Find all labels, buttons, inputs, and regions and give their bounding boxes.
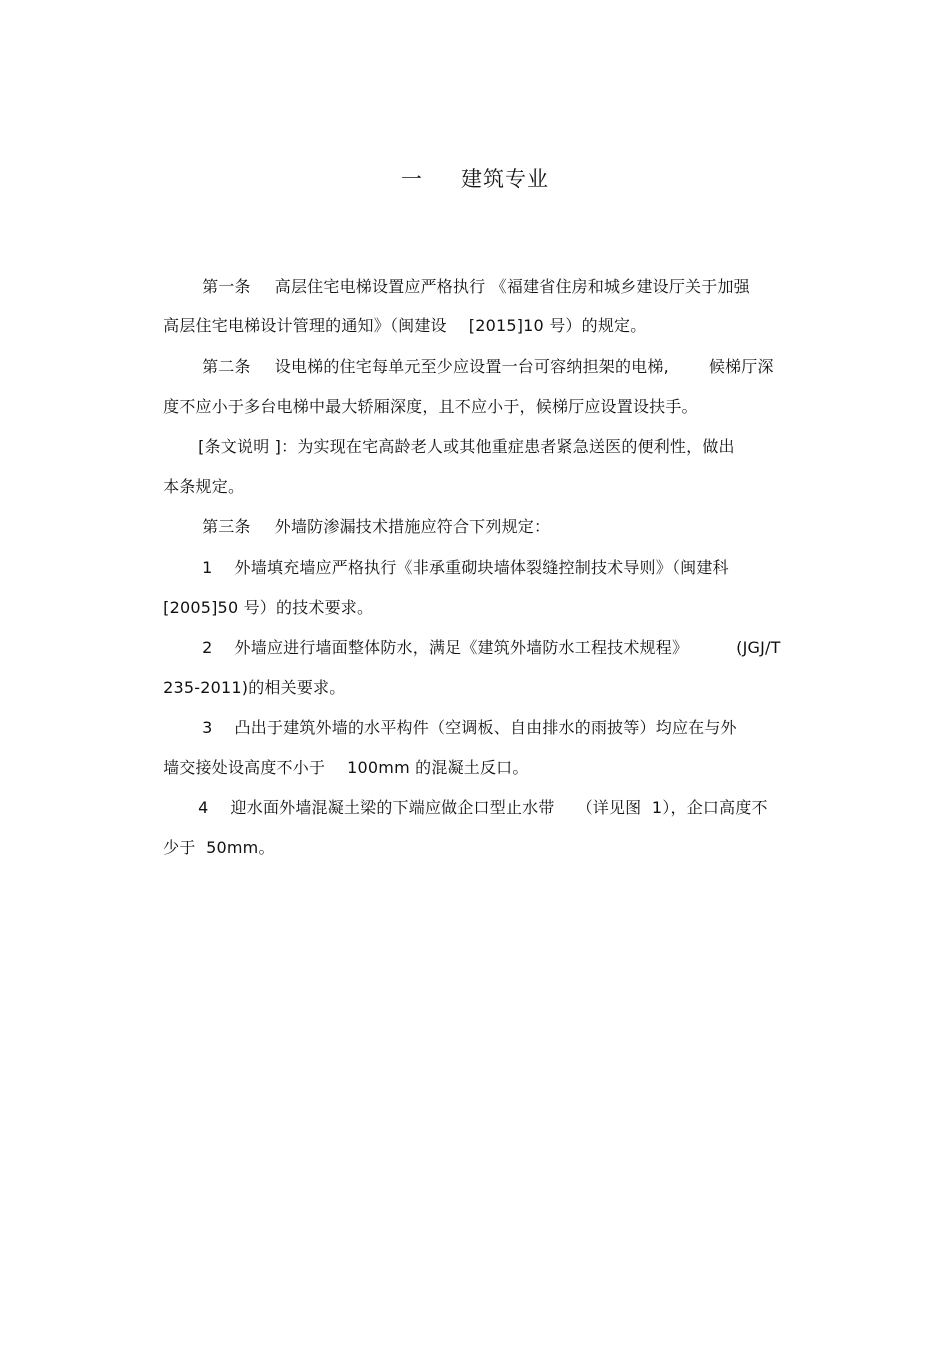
clause-2-text: 设电梯的住宅每单元至少应设置一台可容纳担架的电梯, — [274, 357, 669, 376]
item-4-text-cont: 少于 50mm。 — [163, 838, 275, 857]
section-heading — [0, 164, 950, 194]
clause-2-note-line-1 — [177, 411, 735, 483]
item-2-number: 2 — [202, 638, 213, 657]
item-4-number: 4 — [198, 798, 209, 817]
clause-1-label: 第一条 — [202, 277, 251, 296]
item-4-text: 迎水面外墙混凝土梁的下端应做企口型止水带 — [230, 798, 555, 817]
clause-2-text-tail: 候梯厅深 — [708, 357, 774, 376]
section-title: 建筑专业 — [461, 167, 549, 191]
clause-2-note-cont: 本条规定。 — [163, 477, 245, 496]
item-1-number: 1 — [202, 558, 213, 577]
item-4-line-2 — [142, 812, 275, 884]
clause-1-reference: [2015]10 号）的规定。 — [468, 316, 647, 335]
item-4-text-tail: （详见图 1），企口高度不 — [576, 798, 768, 817]
item-2-text-cont: 235-2011)的相关要求。 — [163, 678, 346, 697]
clause-3-label: 第三条 — [202, 517, 251, 536]
clause-2-label: 第二条 — [202, 357, 251, 376]
clause-1-text: 高层住宅电梯设置应严格执行 《福建省住房和城乡建设厅关于加强 — [274, 277, 750, 296]
item-1-text: 外墙填充墙应严格执行《非承重砌块墙体裂缝控制技术导则》（闽建科 — [234, 558, 729, 577]
item-3-number: 3 — [202, 718, 213, 737]
clause-2-note: [条文说明 ]：为实现在宅高龄老人或其他重症患者紧急送医的便利性，做出 — [198, 437, 735, 456]
section-number: 一 — [401, 167, 423, 191]
item-3-text-cont: 墙交接处设高度不小于 — [163, 758, 326, 777]
clause-2-text-cont: 度不应小于多台电梯中最大轿厢深度，且不应小于，候梯厅应设置设扶手。 — [163, 397, 698, 416]
item-1-text-cont: [2005]50 号）的技术要求。 — [163, 598, 374, 617]
item-2-text: 外墙应进行墙面整体防水，满足《建筑外墙防水工程技术规程》 — [234, 638, 689, 657]
item-2-standard: (JGJ/T — [736, 638, 781, 657]
item-3-text: 凸出于建筑外墙的水平构件（空调板、自由排水的雨披等）均应在与外 — [234, 718, 737, 737]
clause-1-text-cont: 高层住宅电梯设计管理的通知》（闽建设 — [163, 316, 447, 335]
item-3-dimension: 100mm 的混凝土反口。 — [347, 758, 529, 777]
clause-3-text: 外墙防渗漏技术措施应符合下列规定： — [274, 517, 551, 536]
